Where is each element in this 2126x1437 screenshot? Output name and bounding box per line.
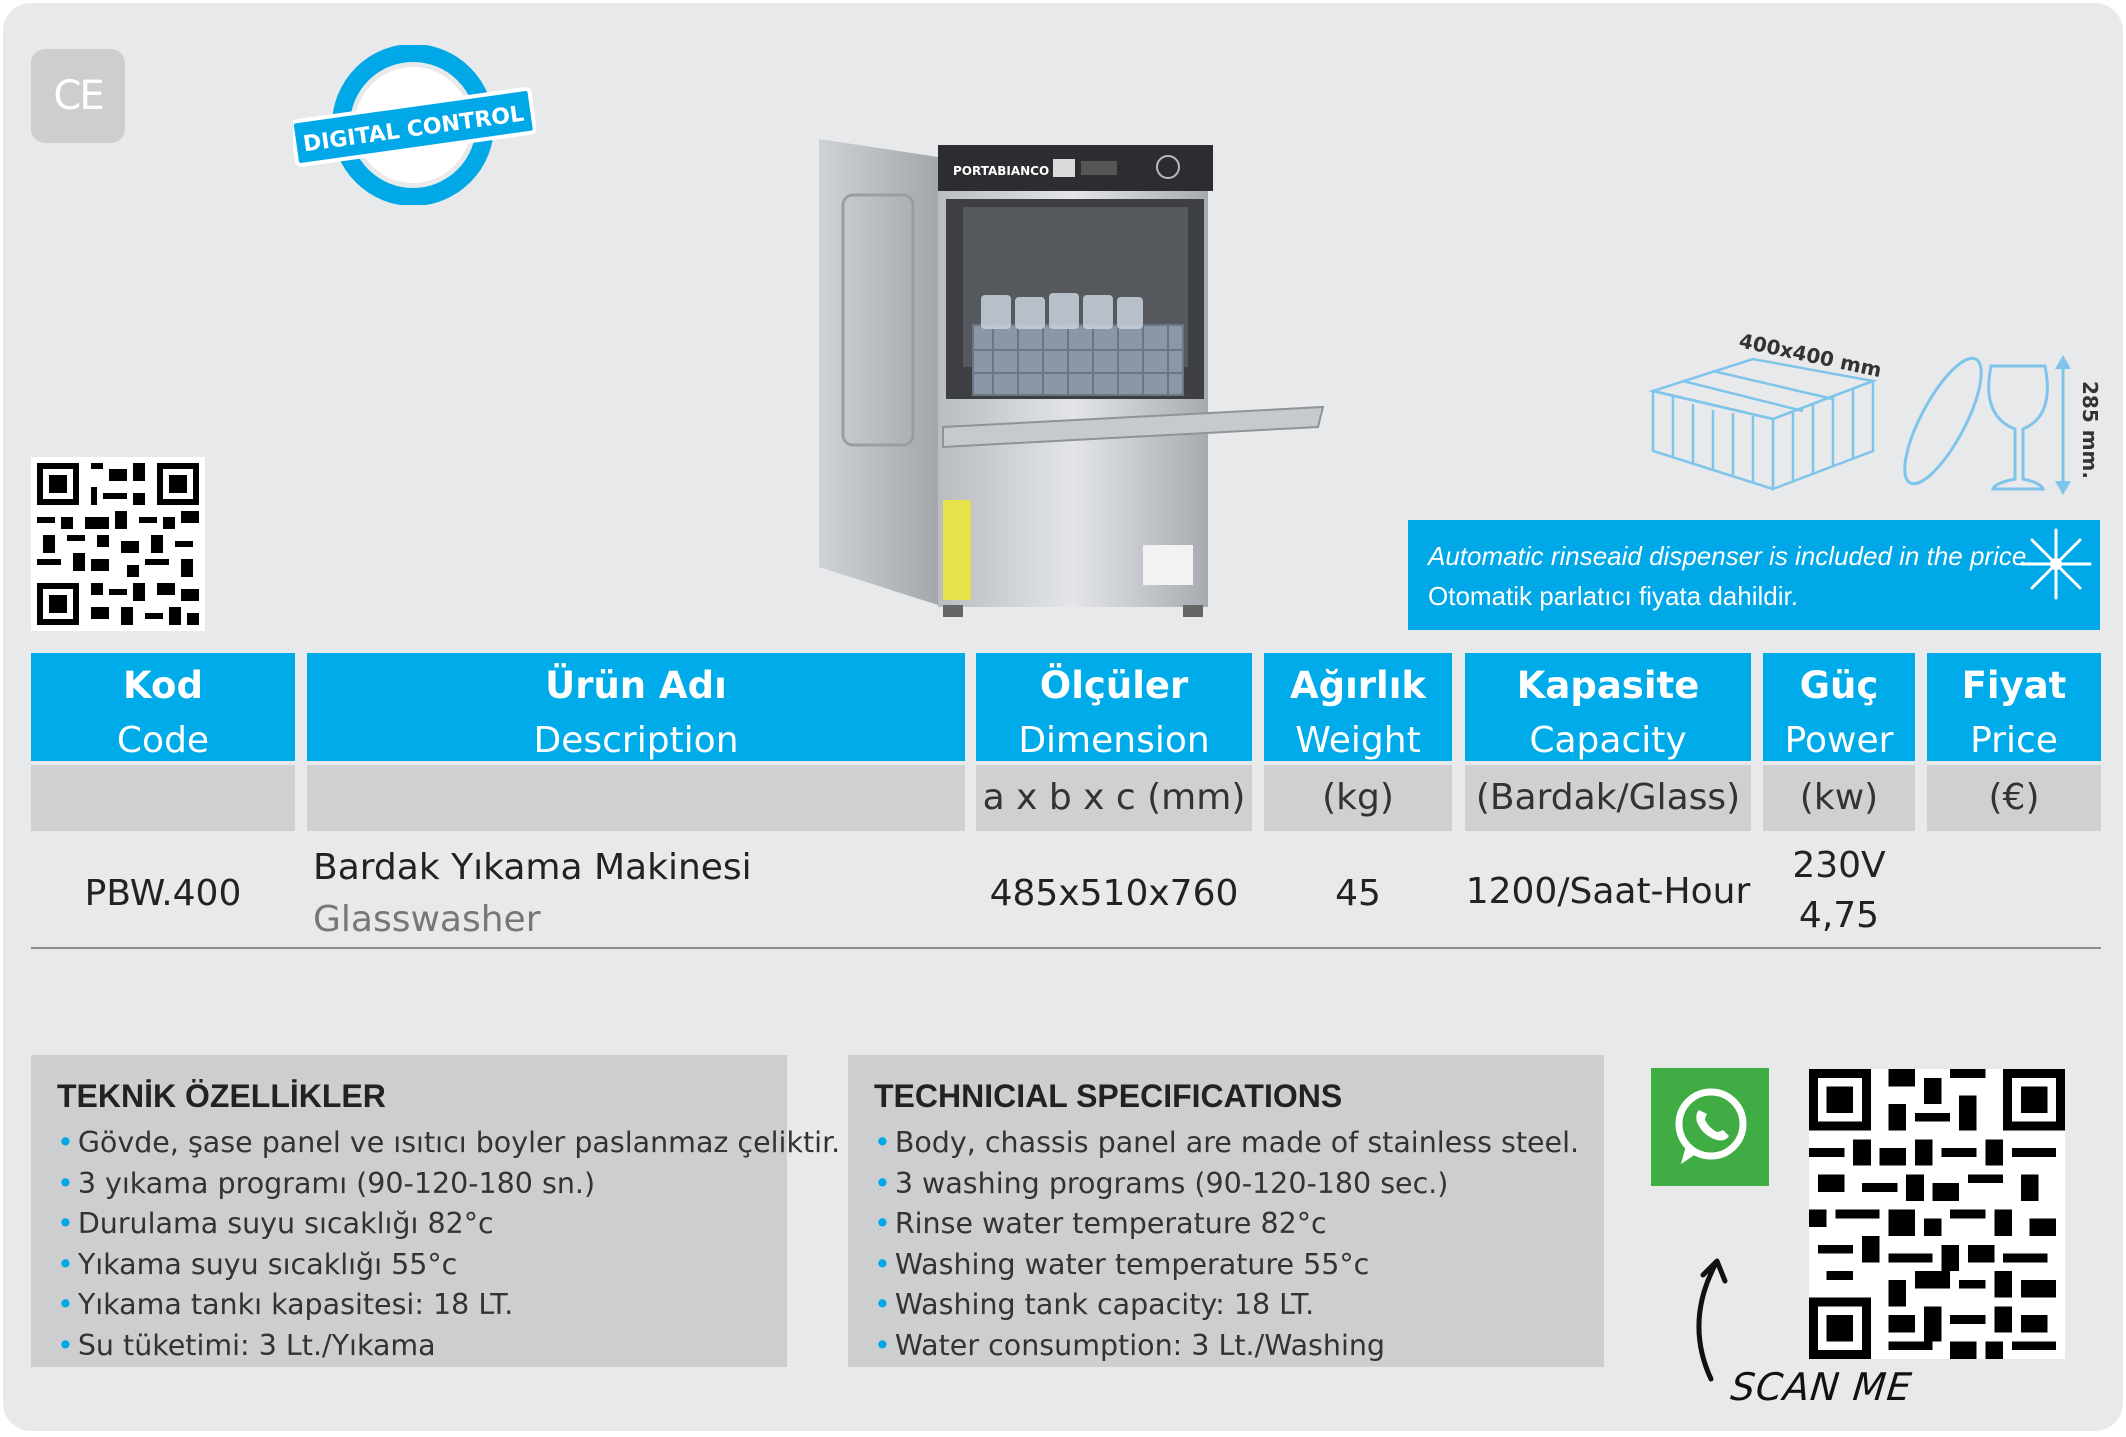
list-item: • Body, chassis panel are made of stainless steel. (874, 1126, 1580, 1159)
column-header-price-en: Price (1970, 720, 2058, 761)
column-header-capacity-en: Capacity (1529, 720, 1687, 761)
list-item: • Gövde, şase panel ve ısıtıcı boyler paslanmaz çeliktir. (57, 1126, 841, 1159)
ce-mark-icon (31, 49, 125, 143)
list-item: • Washing water temperature 55°c (874, 1247, 1370, 1281)
column-header-description-tr: Ürün Adı (545, 664, 727, 707)
column-header-description (307, 653, 965, 761)
row-divider (31, 947, 2101, 949)
column-header-capacity (1465, 653, 1751, 761)
unit-dimension: a x b x c (mm) (976, 765, 1252, 831)
column-header-weight-en: Weight (1295, 720, 1421, 761)
column-header-capacity-tr: Kapasite (1516, 664, 1700, 707)
column-header-price-tr: Fiyat (1961, 664, 2067, 707)
unit-capacity: (Bardak/Glass) (1465, 765, 1751, 831)
basket-height-label: 285 mm. (2078, 381, 2102, 479)
row-name-tr: Bardak Yıkama Makinesi (313, 847, 752, 888)
list-item: • Yıkama suyu sıcaklığı 55°c (57, 1247, 458, 1281)
scan-me-label: SCAN ME (1728, 1365, 1915, 1409)
rinseaid-note-tr: Otomatik parlatıcı fiyata dahildir. (1428, 581, 1798, 611)
specs-title-en: TECHNICIAL SPECIFICATIONS (874, 1078, 1343, 1114)
column-header-code (31, 653, 295, 761)
list-item: • 3 washing programs (90-120-180 sec.) (874, 1166, 1449, 1200)
column-header-dimension-en: Dimension (1018, 720, 1210, 761)
row-name-en: Glasswasher (313, 899, 541, 940)
column-header-power (1763, 653, 1915, 761)
column-header-code-en: Code (116, 720, 210, 761)
column-header-weight-tr: Ağırlık (1289, 664, 1427, 707)
rinseaid-note-en: Automatic rinseaid dispenser is included in the price. (1428, 541, 2034, 571)
unit-code (31, 765, 295, 831)
column-header-code-tr: Kod (123, 664, 203, 707)
row-capacity: 1200/Saat-Hour (1465, 871, 1751, 912)
unit-price: (€) (1927, 765, 2101, 831)
list-item: • Washing tank capacity: 18 LT. (874, 1288, 1315, 1321)
list-item: • Su tüketimi: 3 Lt./Yıkama (57, 1328, 436, 1362)
row-code: PBW.400 (84, 873, 242, 914)
list-item: • Water consumption: 3 Lt./Washing (874, 1328, 1386, 1362)
unit-power: (kw) (1763, 765, 1915, 831)
ce-mark-text: CE (53, 73, 103, 119)
glasswasher-image (813, 135, 1333, 625)
specs-panel-en (848, 1055, 1604, 1367)
column-header-dimension (976, 653, 1252, 761)
digital-control-label: DIGITAL CONTROL (301, 101, 526, 158)
row-power-voltage: 230V (1792, 845, 1886, 886)
specs-panel-tr (31, 1055, 841, 1367)
basket-size-label: 400x400 mm (1736, 328, 1884, 383)
rinseaid-note (1408, 520, 2100, 630)
column-header-dimension-tr: Ölçüler (1039, 664, 1189, 707)
list-item: • Durulama suyu sıcaklığı 82°c (57, 1207, 494, 1240)
digital-control-badge (293, 45, 543, 205)
list-item: • Yıkama tankı kapasitesi: 18 LT. (57, 1288, 514, 1321)
whatsapp-icon[interactable] (1651, 1068, 1769, 1186)
column-header-power-en: Power (1784, 720, 1894, 761)
column-header-price (1927, 653, 2101, 761)
column-header-power-tr: Güç (1799, 664, 1879, 707)
row-power-kw: 4,75 (1798, 895, 1880, 936)
column-header-weight (1264, 653, 1452, 761)
row-dimension: 485x510x760 (989, 873, 1239, 914)
specs-list-en (874, 1123, 1578, 1366)
sparkle-icon (2018, 526, 2094, 602)
column-header-description-en: Description (533, 720, 739, 761)
product-sheet (3, 3, 2123, 1431)
brand-label: PORTABIANCO (953, 164, 1050, 178)
unit-description (307, 765, 965, 831)
unit-weight: (kg) (1264, 765, 1452, 831)
row-weight: 45 (1335, 873, 1381, 914)
list-item: • Rinse water temperature 82°c (874, 1207, 1327, 1240)
list-item: • 3 yıkama programı (90-120-180 sn.) (57, 1166, 596, 1200)
basket-illustration (1643, 321, 2103, 501)
qr-code-icon[interactable] (31, 457, 205, 631)
specs-title-tr: TEKNİK ÖZELLİKLER (57, 1078, 386, 1114)
specs-list-tr (57, 1123, 841, 1366)
